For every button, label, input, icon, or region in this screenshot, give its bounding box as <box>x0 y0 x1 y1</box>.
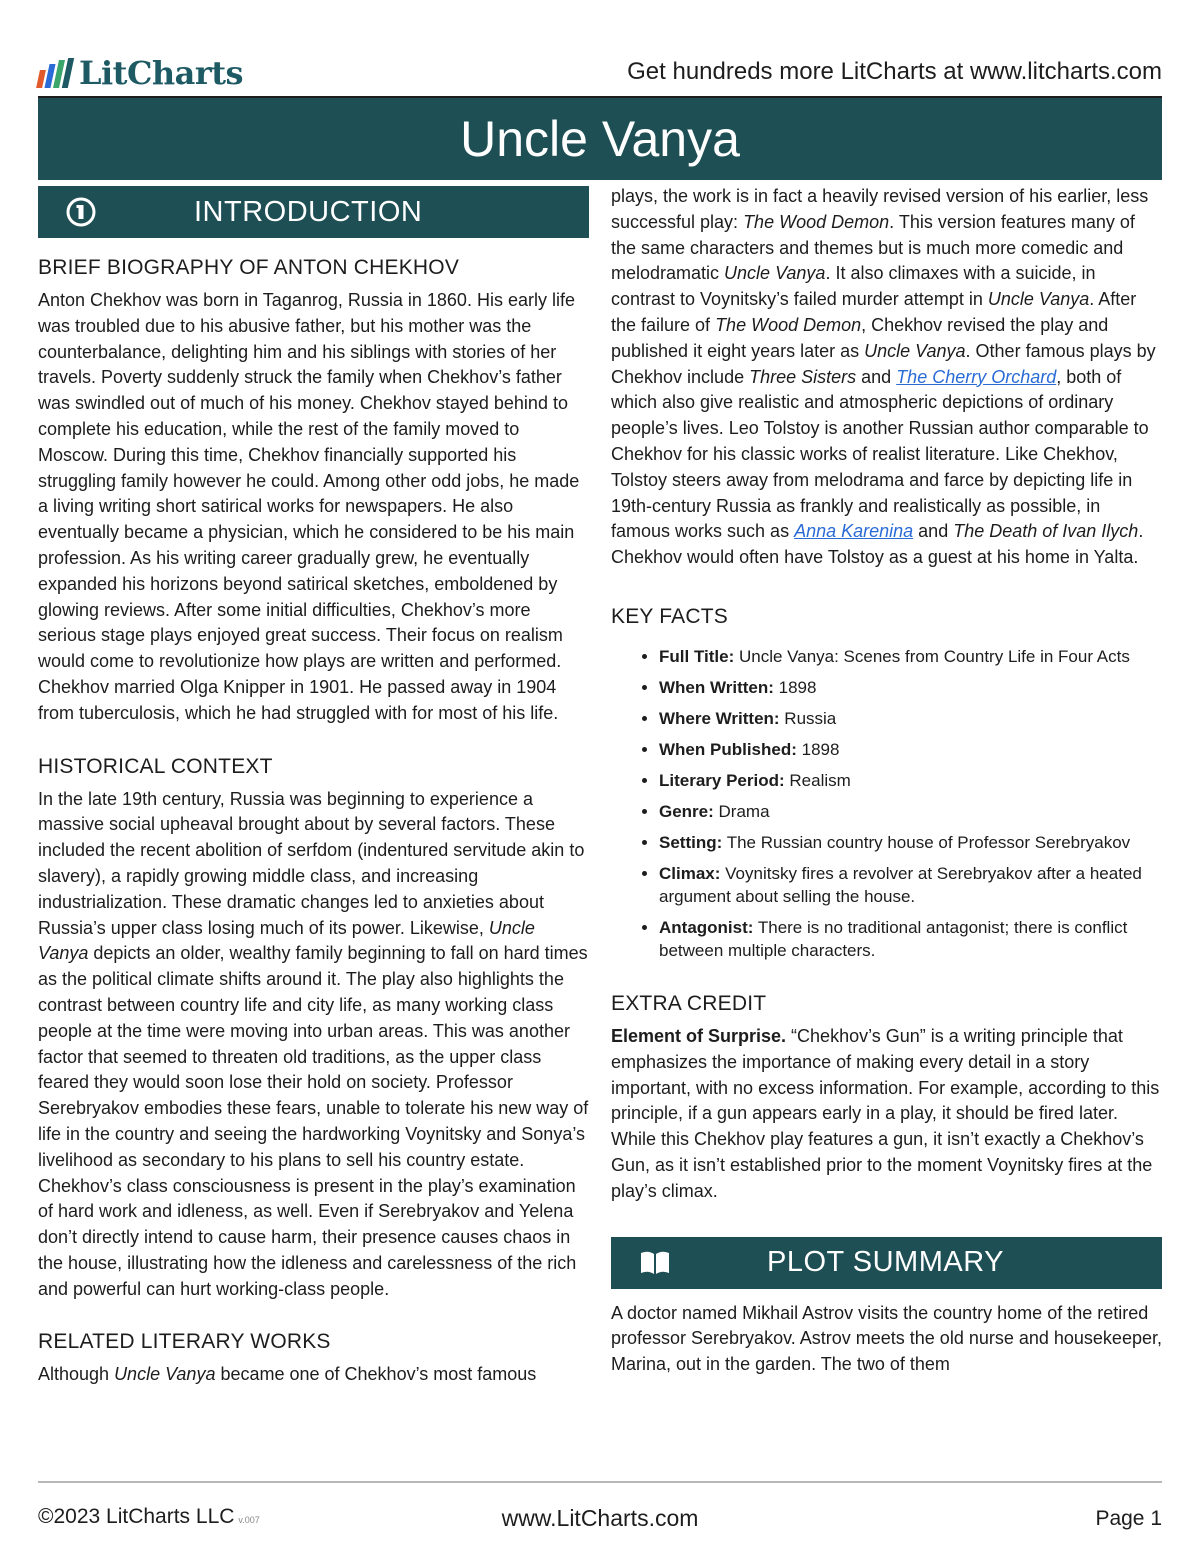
plot-summary-title: PLOT SUMMARY <box>767 1246 1004 1279</box>
introduction-section-header <box>38 186 589 238</box>
key-fact-item <box>659 738 1162 761</box>
key-fact-value: 1898 <box>796 739 840 759</box>
version-label: v.007 <box>238 1515 260 1525</box>
key-fact-value: There is no traditional antagonist; there is conflict between multiple characters. <box>659 917 1128 960</box>
key-facts-list <box>611 645 1162 962</box>
left-column <box>38 186 589 1388</box>
key-fact-value: Uncle Vanya: Scenes from Country Life in Four Acts <box>734 646 1130 666</box>
key-fact-label: Genre: <box>659 801 714 821</box>
related-works-text-start: Although Uncle Vanya became one of Chekhov’s most famous <box>38 1364 537 1385</box>
key-fact-value: Realism <box>784 770 851 790</box>
extra-credit-text: Element of Surprise. “Chekhov’s Gun” is a writing principle that emphasizes the importance of making every detail in a story important, with no excess information. For example, according to this principle, if a gun appears early in a play, it should be fired later. While this Chekhov play features a gun, it isn’t exactly a Chekhov’s Gun, as it isn’t established prior to the moment Voynitsky fires at the play’s climax. <box>611 1025 1160 1201</box>
key-fact-label: Climax: <box>659 863 721 883</box>
header-tagline[interactable]: Get hundreds more LitCharts at www.litcharts.com <box>627 58 1162 85</box>
footer-divider <box>38 1481 1162 1483</box>
key-fact-item <box>659 916 1162 962</box>
key-fact-value: 1898 <box>773 677 817 697</box>
key-fact-label: When Published: <box>659 739 797 759</box>
document-title-text: Uncle Vanya <box>460 111 740 167</box>
related-works-heading: RELATED LITERARY WORKS <box>38 1330 331 1354</box>
introduction-title: INTRODUCTION <box>194 195 423 228</box>
key-fact-value: Russia <box>779 708 837 728</box>
litcharts-logo[interactable] <box>38 54 243 92</box>
key-fact-item <box>659 676 1162 699</box>
key-fact-item <box>659 800 1162 823</box>
key-fact-value: The Russian country house of Professor Serebryakov <box>722 832 1131 852</box>
book-icon <box>639 1250 671 1281</box>
key-fact-item <box>659 707 1162 730</box>
document-title <box>38 98 1162 180</box>
key-fact-value: Voynitsky fires a revolver at Serebryakov after a heated argument about selling the house. <box>659 863 1142 906</box>
key-fact-label: When Written: <box>659 677 774 697</box>
key-fact-label: Full Title: <box>659 646 735 666</box>
related-text-cont: plays, the work is in fact a heavily revised version of his earlier, less successful play: <box>611 186 1149 232</box>
key-fact-item <box>659 769 1162 792</box>
key-fact-label: Antagonist: <box>659 917 754 937</box>
plot-summary-section-header <box>611 1237 1162 1289</box>
footer-site-link[interactable]: www.LitCharts.com <box>501 1505 699 1531</box>
page-header <box>38 50 1162 96</box>
key-facts-heading: KEY FACTS <box>611 604 728 628</box>
historical-context-heading: HISTORICAL CONTEXT <box>38 754 273 778</box>
key-fact-value: Drama <box>713 801 770 821</box>
footer-copyright: ©2023 LitCharts LLC v.007 <box>38 1505 260 1528</box>
key-fact-label: Setting: <box>659 832 723 852</box>
extra-credit-heading: EXTRA CREDIT <box>611 991 767 1015</box>
logo-wordmark: LitCharts <box>79 54 244 92</box>
related-works-text-continued: plays, the work is in fact a heavily revised version of his earlier, less successful play: The Wood Demon. This version features many of the same characters and themes but is much more comedic and melodramatic Uncle Vanya. It also climaxes with a suicide, in contrast to Voynitsky’s failed murder attempt in Uncle Vanya. After the failure of The Wood Demon, Chekhov revised the play and published it eight years later as Uncle Vanya. Other famous plays by Chekhov include Three Sisters and The Cherry Orchard, both of which also give realistic and atmospheric depictions of ordinary people’s lives. Leo Tolstoy is another Russian author comparable to Chekhov for his classic works of realist literature. Like Chekhov, Tolstoy steers away from melodrama and farce by depicting life in 19th-century Russia as frankly and realistically as possible, in famous works such as Anna Karenina and The Death of Ivan Ilych. Chekhov would often have Tolstoy as a guest at his home in Yalta. <box>611 186 1156 568</box>
cherry-orchard-link[interactable]: The Cherry Orchard <box>896 366 1057 387</box>
biography-heading: BRIEF BIOGRAPHY OF ANTON CHEKHOV <box>38 256 460 279</box>
key-fact-item <box>659 645 1162 668</box>
right-column <box>611 186 1162 1378</box>
plot-summary-text: A doctor named Mikhail Astrov visits the country home of the retired professor Serebryakov. Astrov meets the old nurse and housekeeper, Marina, out in the garden. The two of them <box>611 1302 1162 1375</box>
historical-context-text: In the late 19th century, Russia was beginning to experience a massive social upheaval brought about by several factors. These included the recent abolition of serfdom (indentured servitude akin to slavery), a rapidly growing middle class, and increasing industrialization. These dramatic changes led to anxieties about Russia’s upper class losing much of its power. Likewise, Uncle Vanya depicts an older, wealthy family beginning to fall on hard times as the political climate shifts around it. The play also highlights the contrast between country life and city life, as many working class people at the time were moving into urban areas. This was another factor that seemed to threaten old traditions, as the upper class feared they would soon lose their hold on society. Professor Serebryakov embodies these fears, unable to tolerate his new way of life in the country and seeing the hardworking Voynitsky and Sonya’s livelihood as secondary to his plans to sell his country estate. Chekhov’s class consciousness is present in the play’s examination of hard work and idleness, as well. Even if Serebryakov and Yelena don’t directly intend to cause harm, their presence causes chaos in the house, illustrating how the idleness and carelessness of the rich and powerful can hurt working-class people. <box>38 788 589 1299</box>
info-icon <box>66 197 96 232</box>
anna-karenina-link[interactable]: Anna Karenina <box>794 521 914 542</box>
key-fact-item <box>659 862 1162 908</box>
key-fact-label: Where Written: <box>659 708 780 728</box>
page-number: Page 1 <box>1095 1507 1162 1530</box>
logo-bars-icon <box>38 58 71 88</box>
biography-text: Anton Chekhov was born in Taganrog, Russia in 1860. His early life was troubled due to his abusive father, but his mother was the counterbalance, delighting him and his siblings with stories of her travels. Poverty suddenly struck the family when Chekhov’s father was swindled out of much of his money. Chekhov stayed behind to complete his education, while the rest of the family moved to Moscow. During this time, Chekhov financially supported his struggling family however he could. Among other odd jobs, he made a living writing short satirical works for newspapers. He also eventually became a physician, which he considered to be his main profession. As his writing career gradually grew, he eventually expanded his horizons beyond satirical sketches, emboldened by glowing reviews. After some initial difficulties, Chekhov’s more serious stage plays enjoyed great success. Their focus on realism would come to revolutionize how plays are written and performed. Chekhov married Olga Knipper in 1901. He passed away in 1904 from tuberculosis, which he had struggled with for most of his life. <box>38 290 580 723</box>
key-fact-item <box>659 831 1162 854</box>
key-fact-label: Literary Period: <box>659 770 785 790</box>
